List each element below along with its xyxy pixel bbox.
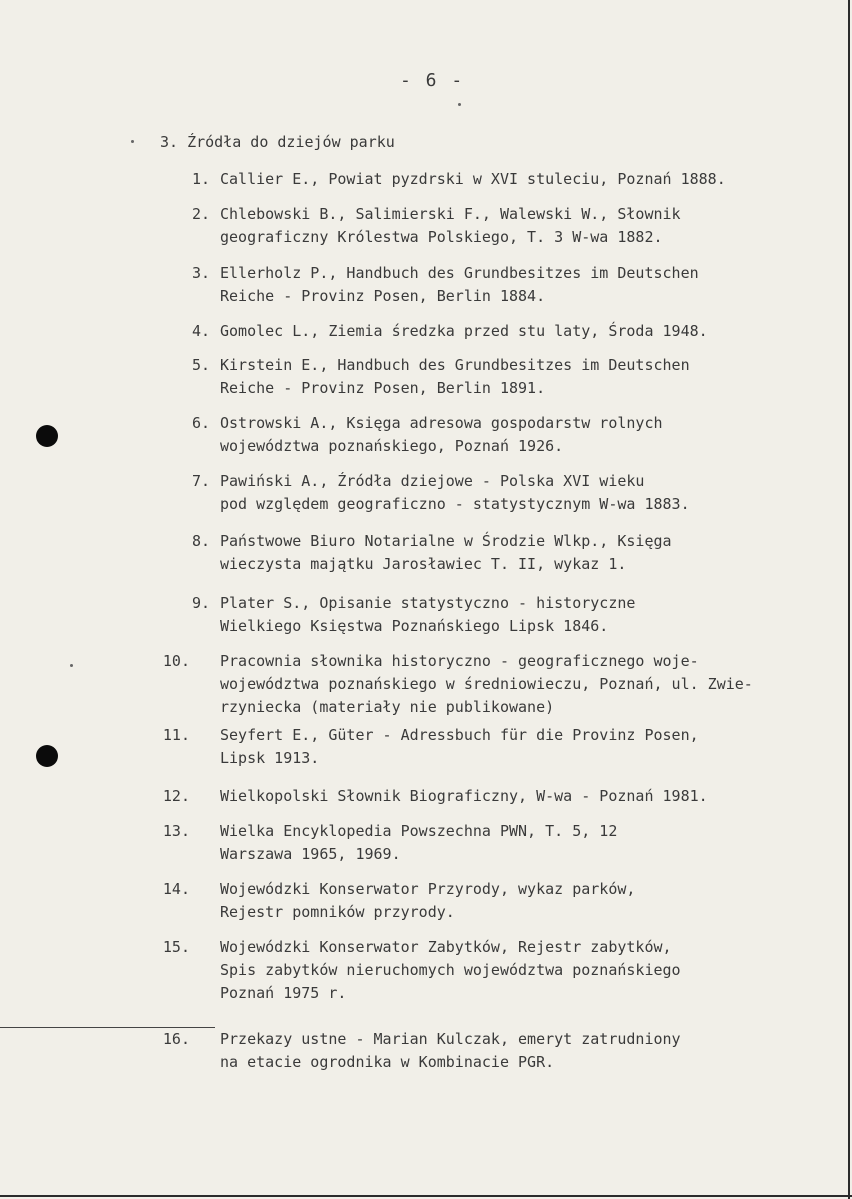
entry-line: Reiche - Provinz Posen, Berlin 1884. [220,287,546,305]
section-title: 3. Źródła do dziejów parku [160,133,395,151]
punch-hole-lower [36,745,58,767]
speck [70,664,73,667]
entry-number: 13. [162,822,190,840]
entry-number: 1. [191,170,210,188]
entry-line: Reiche - Provinz Posen, Berlin 1891. [220,379,546,397]
entry-number: 7. [191,472,210,490]
entry-number: 2. [191,205,210,223]
entry-line: Przekazy ustne - Marian Kulczak, emeryt zatrudniony [220,1030,681,1048]
entry-number: 12. [162,787,190,805]
scan-border-bottom [0,1195,852,1197]
entry-line: Warszawa 1965, 1969. [220,845,401,863]
entry-number: 11. [162,726,190,744]
entry-line: rzyniecka (materiały nie publikowane) [220,698,555,716]
entry-line: Kirstein E., Handbuch des Grundbesitzes im Deutschen [220,356,690,374]
punch-hole-upper [36,425,58,447]
entry-line: Ostrowski A., Księga adresowa gospodarstw rolnych [220,414,663,432]
entry-line: na etacie ogrodnika w Kombinacie PGR. [220,1053,555,1071]
entry-number: 9. [191,594,210,612]
entry-line: Wielka Encyklopedia Powszechna PWN, T. 5, 12 [220,822,618,840]
scan-border-right [848,0,850,1199]
entry-line: Lipsk 1913. [220,749,320,767]
entry-number: 5. [191,356,210,374]
entry-line: Callier E., Powiat pyzdrski w XVI stuleciu, Poznań 1888. [220,170,726,188]
entry-line: Spis zabytków nieruchomych województwa poznańskiego [220,961,681,979]
entry-line: Wielkiego Księstwa Poznańskiego Lipsk 1846. [220,617,609,635]
entry-number: 15. [162,938,190,956]
speck [131,140,134,143]
entry-number: 3. [191,264,210,282]
entry-line: Państwowe Biuro Notarialne w Środzie Wlkp., Księga [220,532,672,550]
entry-line: Wojewódzki Konserwator Zabytków, Rejestr zabytków, [220,938,672,956]
entry-line: Wojewódzki Konserwator Przyrody, wykaz parków, [220,880,636,898]
entry-line: Pawiński A., Źródła dziejowe - Polska XVI wieku [220,472,645,490]
entry-number: 4. [191,322,210,340]
entry-line: województwa poznańskiego, Poznań 1926. [220,437,564,455]
entry-line: Rejestr pomników przyrody. [220,903,455,921]
entry-number: 10. [162,652,190,670]
entry-number: 8. [191,532,210,550]
entry-line: pod względem geograficzno - statystycznym W-wa 1883. [220,495,690,513]
entry-line: geograficzny Królestwa Polskiego, T. 3 W-wa 1882. [220,228,663,246]
page-number: - 6 - [400,70,465,91]
speck [458,103,461,106]
entry-number: 16. [162,1030,190,1048]
entry-line: Poznań 1975 r. [220,984,347,1002]
entry-line: województwa poznańskiego w średniowieczu, Poznań, ul. Zwie- [220,675,753,693]
entry-line: Ellerholz P., Handbuch des Grundbesitzes im Deutschen [220,264,699,282]
entry-line: Seyfert E., Güter - Adressbuch für die Provinz Posen, [220,726,699,744]
entry-line: Chlebowski B., Salimierski F., Walewski W., Słownik [220,205,681,223]
entry-number: 6. [191,414,210,432]
entry-line: wieczysta majątku Jarosławiec T. II, wykaz 1. [220,555,627,573]
entry-line: Pracownia słownika historyczno - geograficznego woje- [220,652,699,670]
entry-line: Wielkopolski Słownik Biograficzny, W-wa - Poznań 1981. [220,787,708,805]
entry-number: 14. [162,880,190,898]
entry-line: Gomolec L., Ziemia średzka przed stu laty, Środa 1948. [220,322,708,340]
entry-line: Plater S., Opisanie statystyczno - historyczne [220,594,636,612]
